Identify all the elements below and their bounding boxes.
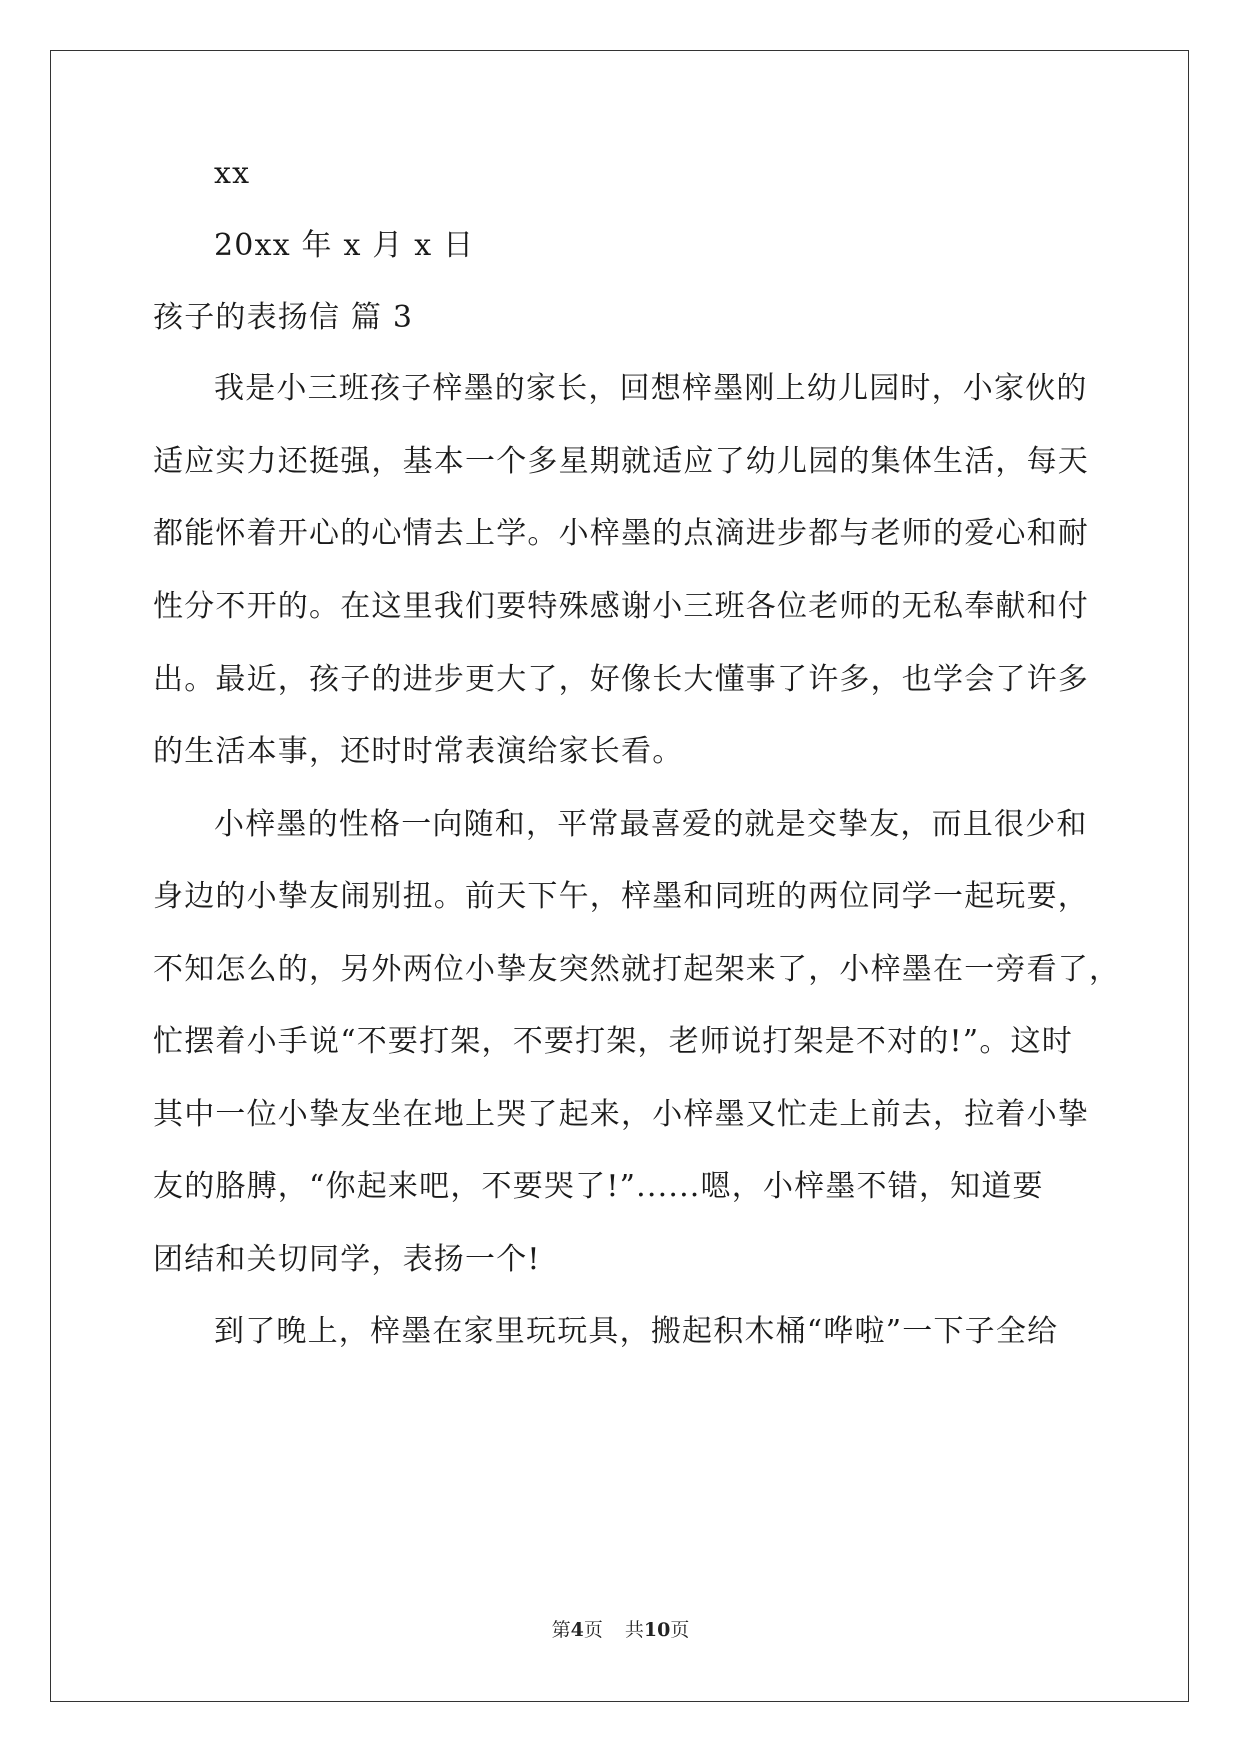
paragraph-line: 性分不开的。在这里我们要特殊感谢小三班各位老师的无私奉献和付: [153, 589, 1089, 624]
paragraph-line: 身边的小挚友闹别扭。前天下午，梓墨和同班的两位同学一起玩要，: [153, 879, 1089, 914]
paragraph-line: 其中一位小挚友坐在地上哭了起来，小梓墨又忙走上前去，拉着小挚: [153, 1097, 1089, 1132]
footer-total-suffix: 页: [670, 1619, 690, 1641]
page-frame: [50, 50, 1189, 1702]
footer-page-number: 4: [570, 1619, 584, 1641]
signature-name: xx: [214, 156, 251, 191]
footer-page-suffix: 页: [583, 1619, 603, 1641]
paragraph-line: 团结和关切同学，表扬一个!: [153, 1242, 541, 1277]
paragraph-line: 我是小三班孩子梓墨的家长，回想梓墨刚上幼儿园时，小家伙的: [214, 371, 1088, 406]
signature-date: 20xx 年 x 月 x 日: [214, 228, 475, 263]
footer-total-prefix: 共: [624, 1619, 644, 1641]
paragraph-line: 小梓墨的性格一向随和，平常最喜爱的就是交挚友，而且很少和: [214, 807, 1088, 842]
paragraph-line: 不知怎么的，另外两位小挚友突然就打起架来了，小梓墨在一旁看了，: [153, 952, 1121, 987]
section-title: 孩子的表扬信 篇 3: [153, 300, 414, 335]
paragraph-line: 都能怀着开心的心情去上学。小梓墨的点滴进步都与老师的爱心和耐: [153, 516, 1089, 551]
paragraph-line: 友的胳膊，“你起来吧，不要哭了!”......嗯，小梓墨不错，知道要: [153, 1169, 1044, 1204]
footer-prefix: 第: [551, 1619, 571, 1641]
footer-total-pages: 10: [643, 1619, 671, 1641]
paragraph-line: 的生活本事，还时时常表演给家长看。: [153, 734, 684, 769]
page-footer: [0, 1618, 1241, 1642]
paragraph-line: 忙摆着小手说“不要打架，不要打架，老师说打架是不对的!”。这时: [153, 1024, 1073, 1059]
paragraph-line: 到了晚上，梓墨在家里玩玩具，搬起积木桶“哗啦”一下子全给: [214, 1314, 1059, 1349]
paragraph-line: 出。最近，孩子的进步更大了，好像长大懂事了许多，也学会了许多: [153, 662, 1089, 697]
paragraph-line: 适应实力还挺强，基本一个多星期就适应了幼儿园的集体生活，每天: [153, 444, 1089, 479]
